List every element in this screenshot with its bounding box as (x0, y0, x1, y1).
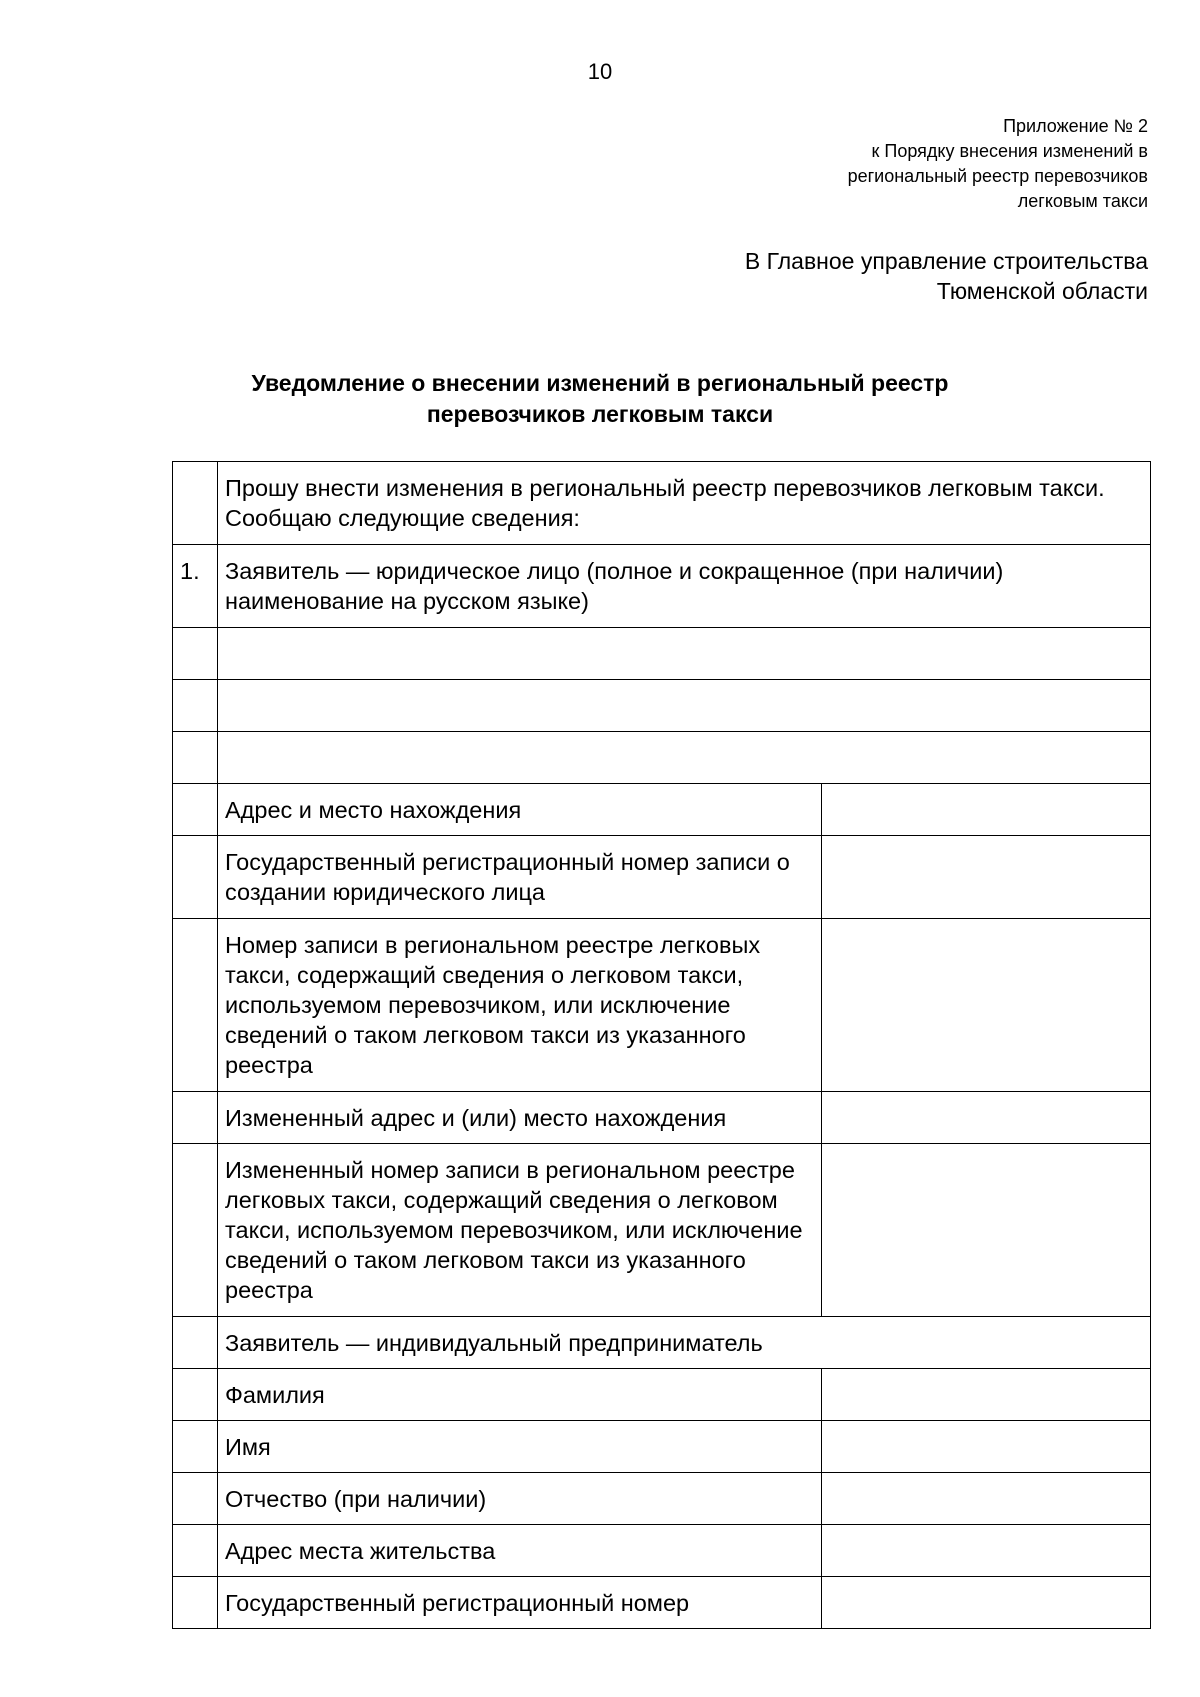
number-cell (173, 680, 218, 732)
number-cell (173, 1473, 218, 1525)
field-label: Отчество (при наличии) (218, 1473, 822, 1525)
appendix-line: к Порядку внесения изменений в (871, 141, 1148, 161)
table-row (173, 1473, 1151, 1525)
appendix-reference (848, 114, 1148, 214)
number-cell (173, 836, 218, 919)
table-row (173, 1577, 1151, 1629)
number-cell (173, 1369, 218, 1421)
table-row (173, 836, 1151, 919)
table-row (173, 1144, 1151, 1317)
number-cell (173, 462, 218, 545)
number-cell (173, 919, 218, 1092)
individual-entrepreneur-header: Заявитель — индивидуальный предприниматель (218, 1317, 1151, 1369)
field-label: Адрес места жительства (218, 1525, 822, 1577)
appendix-line: легковым такси (1017, 191, 1148, 211)
registry-record-value-field[interactable] (822, 919, 1151, 1092)
changed-address-value-field[interactable] (822, 1092, 1151, 1144)
patronymic-value-field[interactable] (822, 1473, 1151, 1525)
field-label: Имя (218, 1421, 822, 1473)
notification-form-table (172, 461, 1151, 1629)
table-row (173, 919, 1151, 1092)
table-row-blank-input (173, 680, 1151, 732)
table-row (173, 784, 1151, 836)
field-label: Государственный регистрационный номер (218, 1577, 822, 1629)
surname-value-field[interactable] (822, 1369, 1151, 1421)
legal-entity-name-field-1[interactable] (218, 628, 1151, 680)
table-row-legal-entity-header (173, 545, 1151, 628)
field-label: Измененный номер записи в региональном реестре легковых такси, содержащий сведения о легковом такси, используемом перевозчиком, или исключение сведений о таком легковом такси из указанного реестра (218, 1144, 822, 1317)
address-value-field[interactable] (822, 784, 1151, 836)
number-cell (173, 1092, 218, 1144)
changed-registry-record-value-field[interactable] (822, 1144, 1151, 1317)
field-label: Адрес и место нахождения (218, 784, 822, 836)
field-label: Измененный адрес и (или) место нахождения (218, 1092, 822, 1144)
number-cell (173, 1421, 218, 1473)
addressee-line: Тюменской области (936, 278, 1148, 304)
addressee (745, 246, 1148, 306)
table-row (173, 1525, 1151, 1577)
table-row-individual-header (173, 1317, 1151, 1369)
appendix-line: Приложение № 2 (1003, 116, 1148, 136)
field-label: Номер записи в региональном реестре легковых такси, содержащий сведения о легковом такси, используемом перевозчиком, или исключение сведений о таком легковом такси из указанного реестра (218, 919, 822, 1092)
intro-text: Прошу внести изменения в региональный реестр перевозчиков легковым такси. Сообщаю следующие сведения: (218, 462, 1151, 545)
ip-registration-number-value-field[interactable] (822, 1577, 1151, 1629)
title-line: перевозчиков легковым такси (426, 401, 774, 427)
number-cell (173, 1525, 218, 1577)
field-label: Фамилия (218, 1369, 822, 1421)
page-number: 10 (587, 59, 613, 84)
number-cell (173, 732, 218, 784)
table-row-blank-input (173, 628, 1151, 680)
table-row (173, 1092, 1151, 1144)
section-number: 1. (173, 545, 218, 628)
number-cell (173, 628, 218, 680)
field-label: Государственный регистрационный номер записи о создании юридического лица (218, 836, 822, 919)
legal-entity-name-field-3[interactable] (218, 732, 1151, 784)
legal-entity-header: Заявитель — юридическое лицо (полное и сокращенное (при наличии) наименование на русском языке) (218, 545, 1151, 628)
table-row (173, 1421, 1151, 1473)
table-row-intro (173, 462, 1151, 545)
table-row (173, 1369, 1151, 1421)
number-cell (173, 1317, 218, 1369)
residence-address-value-field[interactable] (822, 1525, 1151, 1577)
number-cell (173, 784, 218, 836)
registration-number-value-field[interactable] (822, 836, 1151, 919)
title-line: Уведомление о внесении изменений в региональный реестр (251, 370, 949, 396)
number-cell (173, 1577, 218, 1629)
legal-entity-name-field-2[interactable] (218, 680, 1151, 732)
addressee-line: В Главное управление строительства (744, 248, 1148, 274)
table-row-blank-input (173, 732, 1151, 784)
document-title (0, 368, 1200, 430)
appendix-line: региональный реестр перевозчиков (847, 166, 1148, 186)
number-cell (173, 1144, 218, 1317)
first-name-value-field[interactable] (822, 1421, 1151, 1473)
